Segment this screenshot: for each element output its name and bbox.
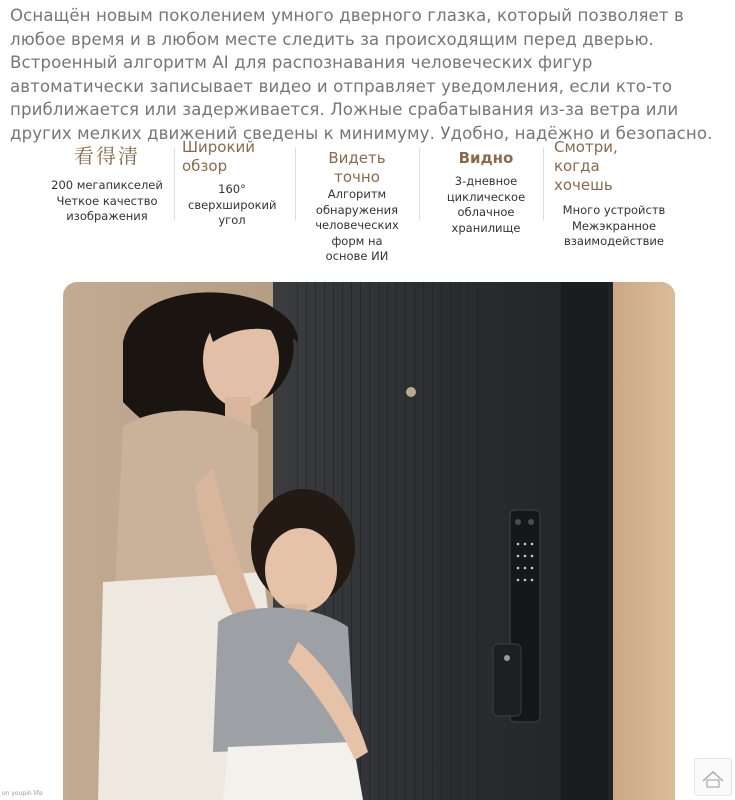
feature-wide-view	[182, 138, 282, 229]
feature-multi-device	[554, 138, 674, 250]
feature-wide-view-title: Широкий обзор	[182, 138, 256, 175]
feature-divider	[543, 148, 544, 220]
feature-cloud	[436, 149, 536, 236]
feature-ai-detection-desc: Алгоритм обнаружения человеческих форм на основе ИИ	[315, 187, 399, 263]
feature-cloud-title: Видно	[458, 149, 514, 167]
feature-multi-device-desc: Много устройств Межэкранное взаимодействие	[562, 203, 666, 248]
feature-divider	[419, 148, 420, 220]
feature-clarity-desc: 200 мегапикселей Четкое качество изображения	[51, 178, 163, 223]
door-frame	[561, 282, 608, 800]
brand-logo-icon	[694, 758, 732, 796]
intro-paragraph: Оснащён новым поколением умного дверного глазка, который позволяет в любое время и в любом месте следить за происходящим перед дверью. Встроенный алгоритм AI для распознавания человеческих фигур автоматически записывает видео и отправляет уведомления, если кто-то приближается или задерживается. Ложные срабатывания из-за ветра или других мелких движений сведены к минимуму. Удобно, надёжно и безопасно.	[10, 6, 713, 143]
feature-clarity-title: 看得清	[74, 144, 140, 168]
product-photo	[63, 282, 675, 800]
feature-ai-detection-title: Видеть точно	[328, 149, 386, 186]
feature-divider	[174, 148, 175, 220]
feature-multi-device-title: Смотри, когда хочешь	[554, 138, 618, 194]
footer-note: on youpin life	[2, 790, 43, 797]
feature-wide-view-desc: 160° сверхширокий угол	[188, 182, 277, 227]
feature-ai-detection	[304, 149, 410, 265]
feature-cloud-desc: 3-дневное циклическое облачное хранилище	[446, 174, 526, 235]
peephole-icon	[406, 387, 416, 397]
wall-right	[608, 282, 675, 800]
feature-clarity	[48, 144, 166, 225]
feature-divider	[295, 148, 296, 220]
